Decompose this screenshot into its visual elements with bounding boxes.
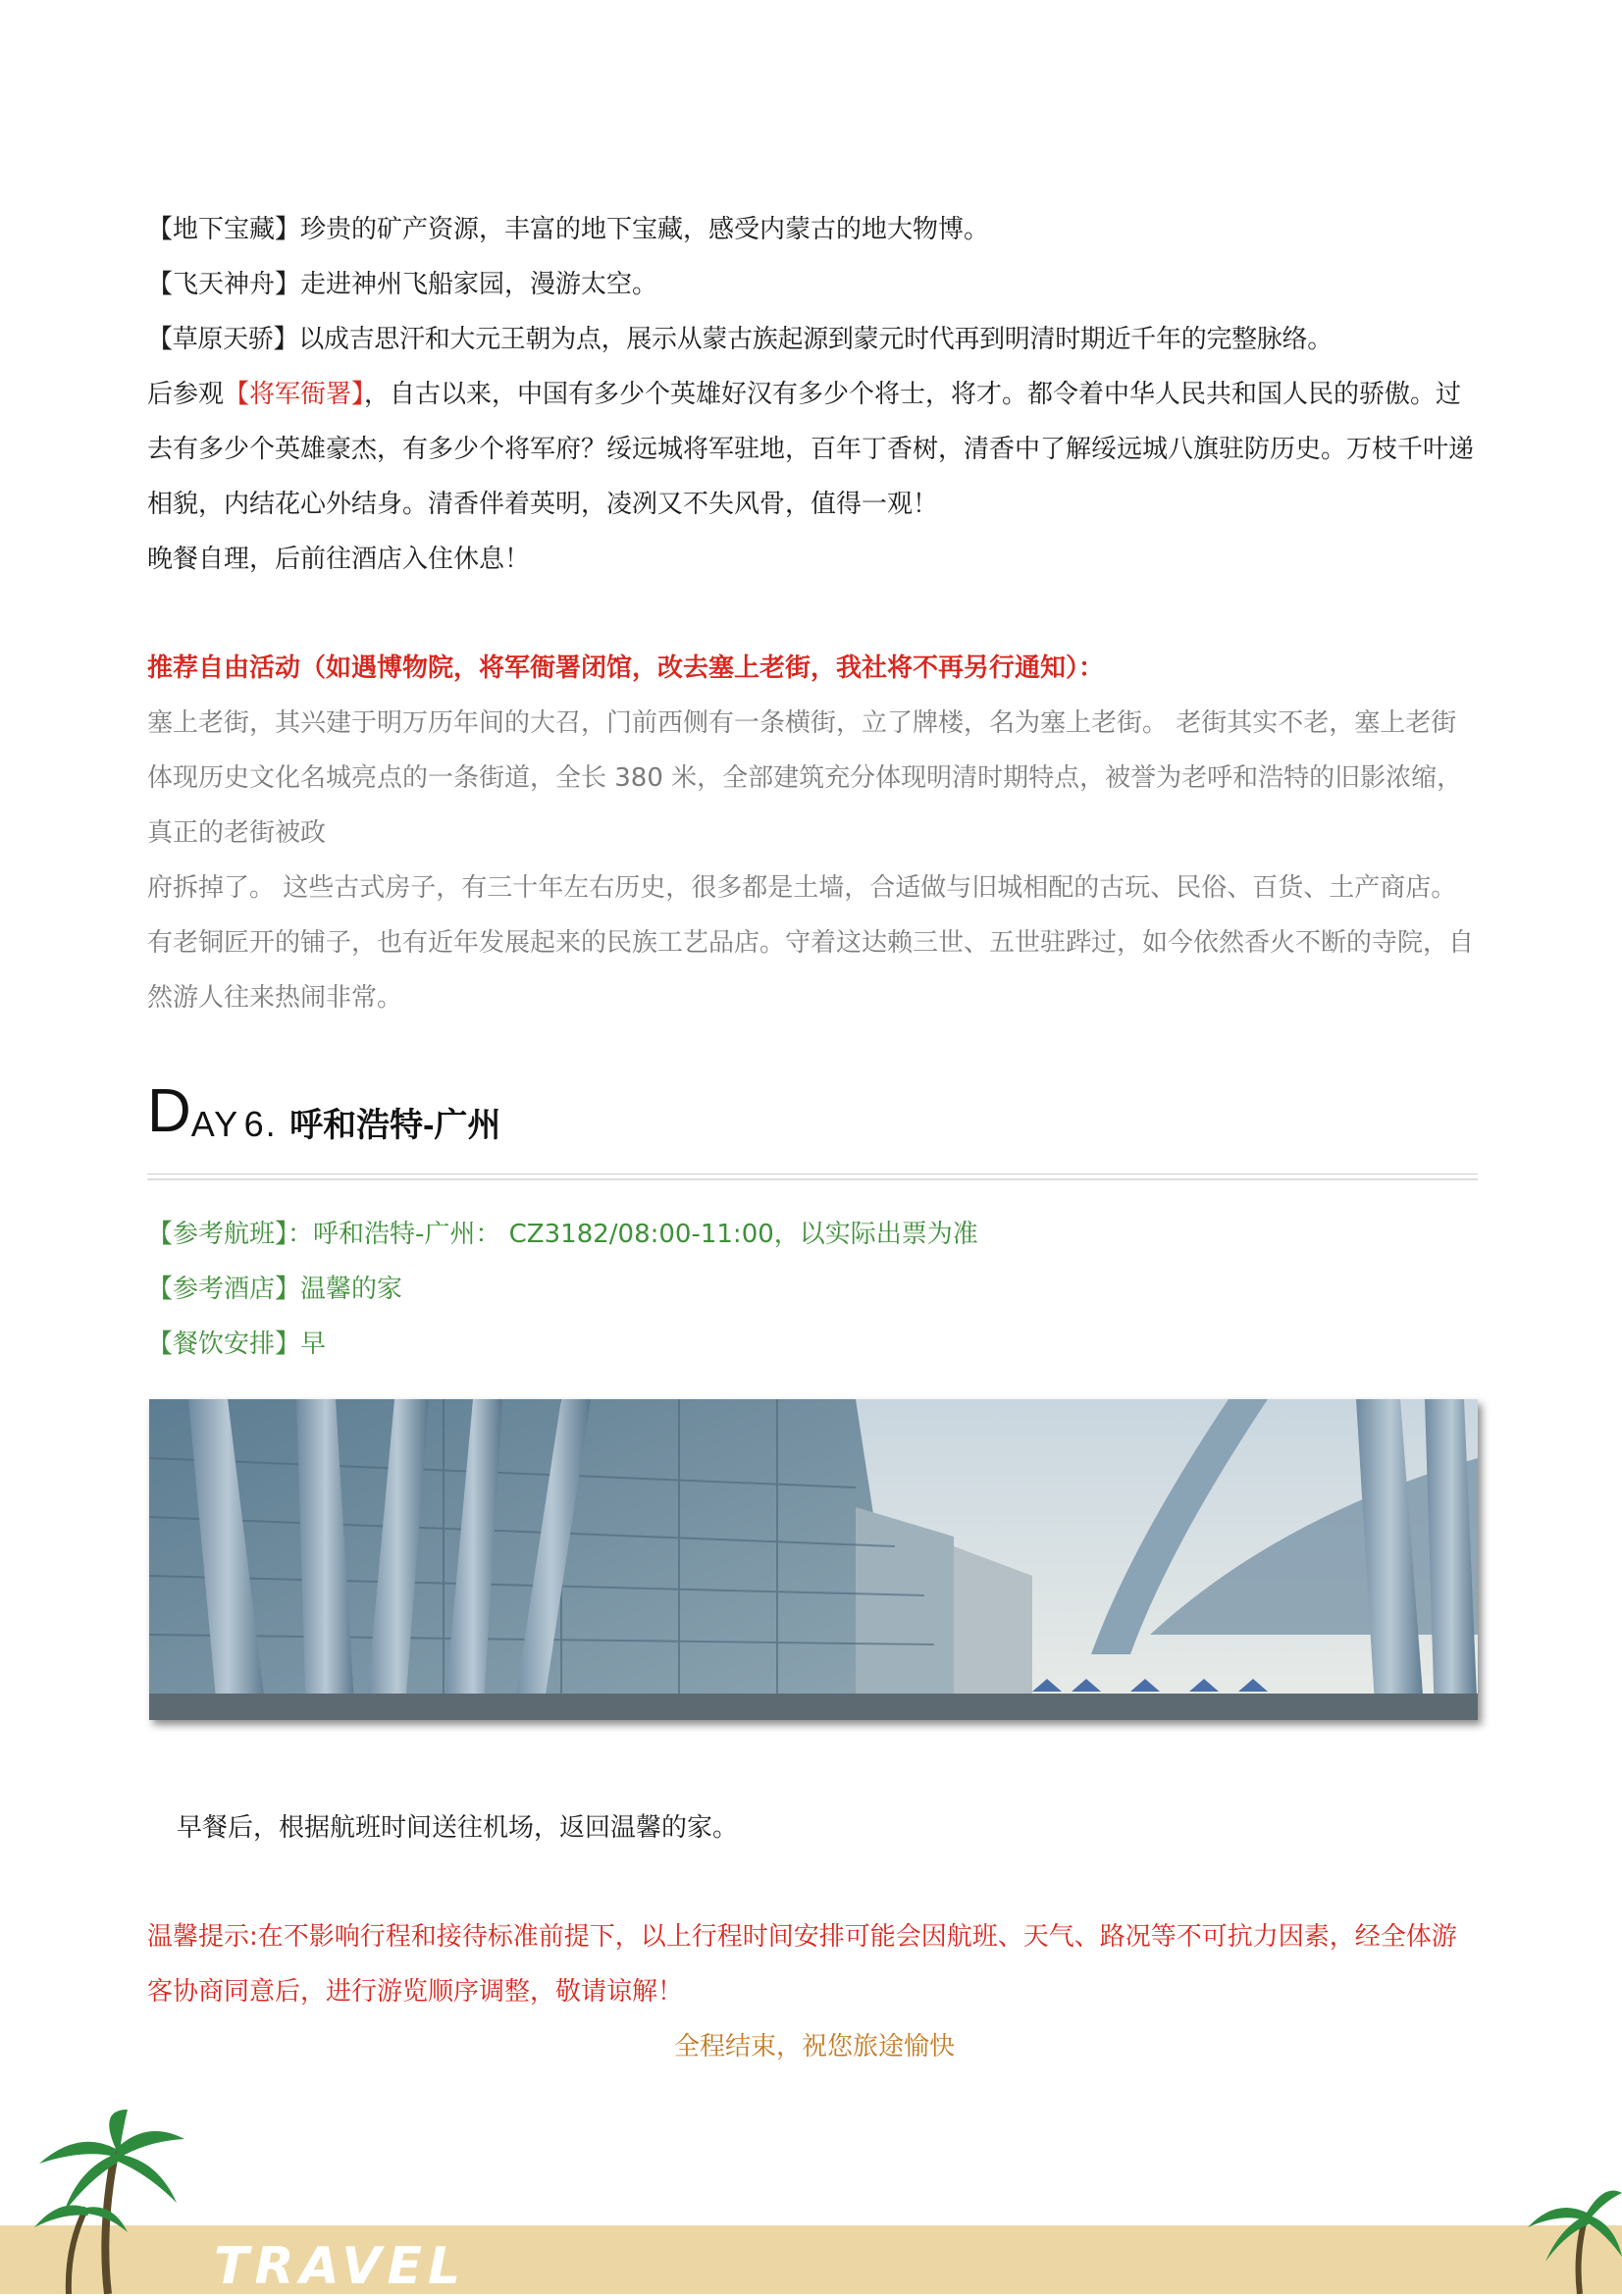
meals-info: 【餐饮安排】早 xyxy=(147,1330,327,1359)
day-small-letters: AY xyxy=(190,1104,240,1144)
palm-tree-left-icon xyxy=(29,2110,186,2294)
recommend-paragraph-2: 府拆掉了。 这些古式房子，有三十年左右历史，很多都是土墙，合适做与旧城相配的古玩、民俗、百货、土产商店。有老铜匠开的铺子，也有近年发展起来的民族工艺品店。守着这达赖三世、五世驻跸过，如今依然香火不断的寺院，自然游人往来热闹非常。 xyxy=(147,873,1475,1013)
general-highlight: 【将军衙署】 xyxy=(224,380,365,409)
day-big-letter: D xyxy=(147,1077,191,1145)
palm-tree-right-icon xyxy=(1526,2173,1622,2294)
dinner-note: 晚餐自理，后前往酒店入住休息！ xyxy=(147,545,531,574)
intro-spacecraft: 【飞天神舟】走进神州飞船家园，漫游太空。 xyxy=(147,270,658,299)
intro-underground-treasure: 【地下宝藏】珍贵的矿产资源，丰富的地下宝藏，感受内蒙古的地大物博。 xyxy=(147,215,990,244)
hotel-info: 【参考酒店】温馨的家 xyxy=(147,1275,403,1304)
recommend-paragraph-1: 塞上老街，其兴建于明万历年间的大召，门前西侧有一条横街，立了牌楼，名为塞上老街。 老街其实不老，塞上老街体现历史文化名城亮点的一条街道，全长 380 米，全部建筑充分体现明清时期特点，被誉为老呼和浩特的旧影浓缩，真正的老街被政 xyxy=(147,708,1463,848)
flight-info: 【参考航班】：呼和浩特-广州： CZ3182/08:00-11:00，以实际出票为准 xyxy=(147,1220,978,1249)
intro-grassland: 【草原天骄】以成吉思汗和大元王朝为点，展示从蒙古族起源到蒙元时代再到明清时期近千年的完整脉络。 xyxy=(147,325,1333,354)
heading-divider xyxy=(147,1174,1478,1180)
footer-travel-logo: TRAVEL xyxy=(214,2237,467,2296)
day-description: 早餐后，根据航班时间送往机场，返回温馨的家。 xyxy=(177,1813,739,1843)
day-heading xyxy=(147,1077,1482,1146)
day-title: 呼和浩特-广州 xyxy=(289,1107,501,1144)
day-number: 6. xyxy=(243,1104,278,1144)
day-description-block xyxy=(177,1800,1511,1855)
closing-text: 全程结束，祝您旅途愉快 xyxy=(673,2032,955,2061)
general-rest: ，自古以来，中国有多少个英雄好汉有多少个将士，将才。都令着中华人民共和国人民的骄傲。过去有多少个英雄豪杰，有多少个将军府？绥远城将军驻地，百年丁香树，清香中了解绥远城八旗驻防历史。万枝千叶递相貌，内结花心外结身。清香伴着英明，凌冽又不失风骨，值得一观！ xyxy=(147,380,1475,519)
recommend-title: 推荐自由活动（如遇博物院，将军衙署闭馆，改去塞上老街，我社将不再另行通知）： xyxy=(147,653,1105,683)
intro-section xyxy=(147,202,1482,587)
recommend-section xyxy=(147,641,1482,1025)
general-prefix: 后参观 xyxy=(147,380,225,409)
reminder-text: 温馨提示:在不影响行程和接待标准前提下，以上行程时间安排可能会因航班、天气、路况等不可抗力因素，经全体游客协商同意后，进行游览顺序调整，敬请谅解！ xyxy=(147,1922,1457,2007)
day-info xyxy=(147,1207,1482,1372)
general-mansion-paragraph xyxy=(147,367,1482,532)
airport-terminal-photo xyxy=(149,1399,1478,1720)
reminder-block xyxy=(147,1909,1482,2074)
